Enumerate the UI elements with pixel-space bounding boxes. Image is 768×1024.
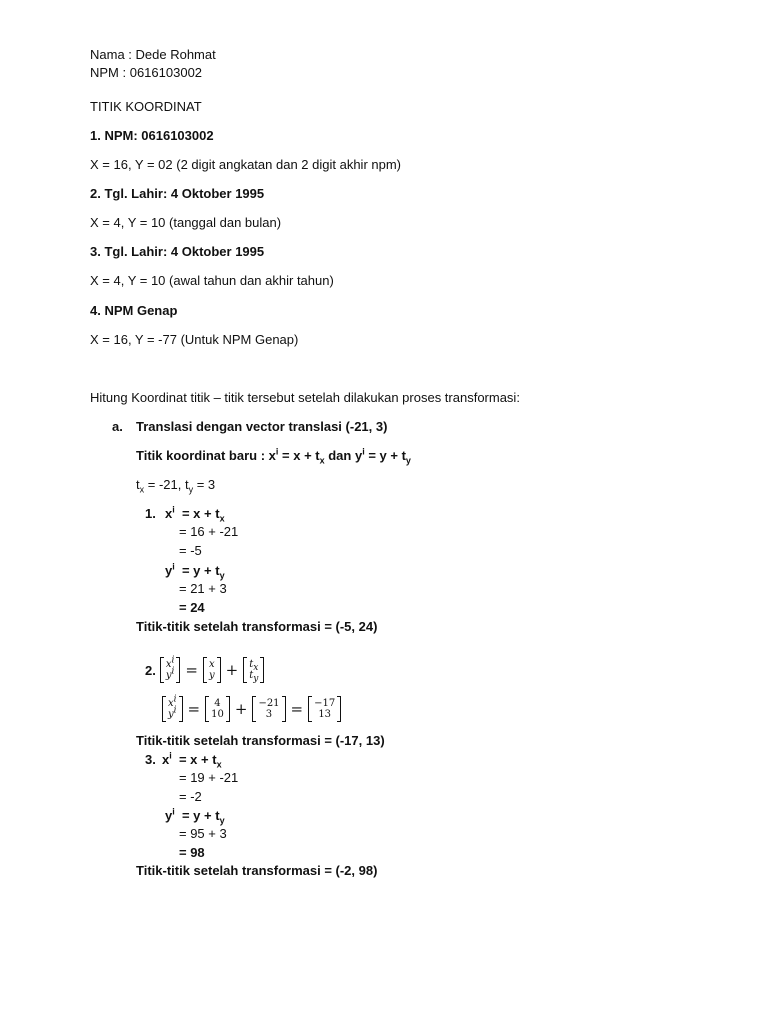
item-heading-4: 4. NPM Genap xyxy=(90,303,178,318)
step-1-x-line-1: = 16 + -21 xyxy=(179,524,239,539)
step-1-x-equation: $x^i = x + t_x$ xyxy=(165,504,225,524)
step-3-y-line-2: = 98 xyxy=(179,845,205,860)
step-2-matrix-equation: 2. $x^i$ $y^i$ = x y + $t_x$ $t_y$ xyxy=(145,656,264,684)
formula-line: Titik koordinat baru : $x^i = x + t_x$ dan $y^i = y + t_y$ xyxy=(136,446,411,466)
step-3-x-line-1: = 19 + -21 xyxy=(179,770,239,785)
matrix-xy-prime: $x^i$ $y^i$ xyxy=(160,657,181,683)
item-text-2: X = 4, Y = 10 (tanggal dan bulan) xyxy=(90,215,282,230)
step-3-result: Titik-titik setelah transformasi = (-2, 98) xyxy=(136,863,378,878)
step-1-result: Titik-titik setelah transformasi = (-5, 24) xyxy=(136,619,378,634)
instruction-text: Hitung Koordinat titik – titik tersebut setelah dilakukan proses transformasi: xyxy=(90,390,520,405)
item-text-3: X = 4, Y = 10 (awal tahun dan akhir tahun) xyxy=(90,273,334,288)
item-heading-3: 3. Tgl. Lahir: 4 Oktober 1995 xyxy=(90,244,265,259)
student-npm: NPM : 0616103002 xyxy=(90,65,203,80)
step-3-x-line-2: = -2 xyxy=(179,789,202,804)
matrix-xy-prime-2: $x^i$ $y^i$ xyxy=(162,696,183,722)
translation-title: Translasi dengan vector translasi (-21, 3) xyxy=(136,419,388,434)
matrix-neg21-3: −21 3 xyxy=(252,696,285,722)
step-1-number: 1. xyxy=(145,506,156,521)
step-2-result: Titik-titik setelah transformasi = (-17, 13) xyxy=(136,733,385,748)
student-name: Nama : Dede Rohmat xyxy=(90,47,216,62)
step-1-y-line-1: = 21 + 3 xyxy=(179,581,227,596)
matrix-xy: x y xyxy=(203,657,221,683)
step-2-number: 2. xyxy=(145,662,156,678)
step-1-x-line-2: = -5 xyxy=(179,543,202,558)
translation-values: $t_x = -21$, $t_y = 3$ xyxy=(136,477,216,495)
step-3-y-line-1: = 95 + 3 xyxy=(179,826,227,841)
section-title: TITIK KOORDINAT xyxy=(90,99,202,114)
step-1-y-line-2: = 24 xyxy=(179,600,205,615)
item-heading-2: 2. Tgl. Lahir: 4 Oktober 1995 xyxy=(90,186,265,201)
item-text-1: X = 16, Y = 02 (2 digit angkatan dan 2 digit akhir npm) xyxy=(90,157,402,172)
list-marker-a: a. xyxy=(112,419,123,434)
step-1-y-equation: $y^i = y + t_y$ xyxy=(165,561,225,581)
matrix-neg17-13: −17 13 xyxy=(308,696,341,722)
step-3-y-equation: $y^i = y + t_y$ xyxy=(165,806,225,826)
matrix-4-10: 4 10 xyxy=(205,696,230,722)
item-text-4: X = 16, Y = -77 (Untuk NPM Genap) xyxy=(90,332,299,347)
matrix-t: $t_x$ $t_y$ xyxy=(243,657,264,683)
step-2-matrix-values: $x^i$ $y^i$ = 4 10 + −21 3 = −17 13 xyxy=(162,695,341,723)
item-heading-1: 1. NPM: 0616103002 xyxy=(90,128,214,143)
step-3-number: 3. xyxy=(145,752,156,767)
step-3-x-equation: $x^i = x + t_x$ xyxy=(162,750,222,770)
